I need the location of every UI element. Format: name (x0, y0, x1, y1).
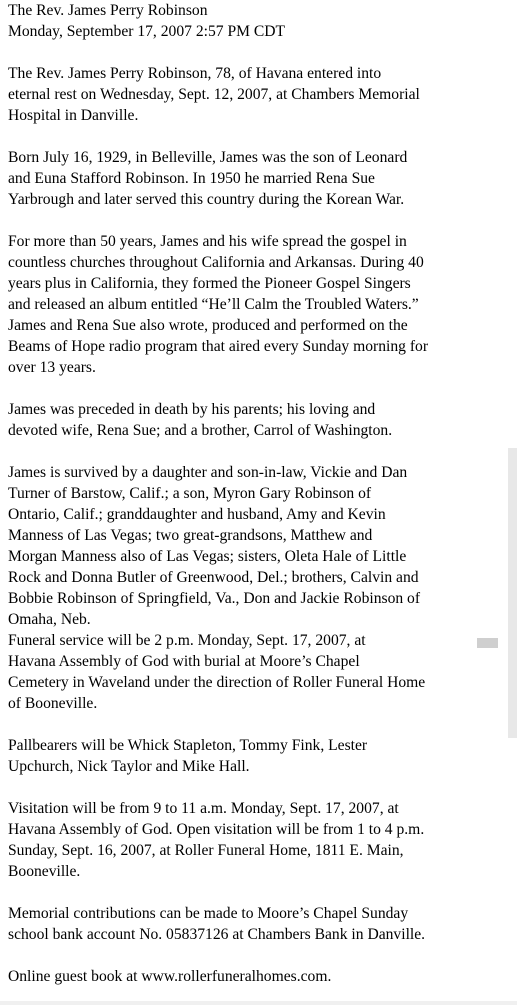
text-line: years plus in California, they formed the Pioneer Gospel Singers (8, 275, 411, 292)
text-line: Visitation will be from 9 to 11 a.m. Monday, Sept. 17, 2007, at (8, 800, 399, 817)
paragraph-pallbearers (8, 735, 513, 777)
text-line: Manness of Las Vegas; two great-grandsons, Matthew and (8, 527, 373, 544)
page-title: The Rev. James Perry Robinson (8, 2, 208, 19)
timestamp: Monday, September 17, 2007 2:57 PM CDT (8, 23, 286, 40)
guestbook-text[interactable]: Online guest book at www.rollerfuneralhomes.com. (8, 968, 332, 985)
text-line: Havana Assembly of God. Open visitation will be from 1 to 4 p.m. (8, 821, 425, 838)
text-line: school bank account No. 05837126 at Chambers Bank in Danville. (8, 926, 426, 943)
text-line: Havana Assembly of God with burial at Moore’s Chapel (8, 653, 360, 670)
text-line: James and Rena Sue also wrote, produced and performed on the (8, 317, 408, 334)
text-line: countless churches throughout California and Arkansas. During 40 (8, 254, 424, 271)
scrollbar[interactable] (508, 448, 517, 738)
paragraph-birth (8, 147, 513, 210)
paragraph-death-notice (8, 63, 513, 126)
text-line: of Booneville. (8, 695, 98, 712)
paragraph-guestbook (8, 966, 513, 987)
text-line: Memorial contributions can be made to Moore’s Chapel Sunday (8, 905, 409, 922)
text-line: Omaha, Neb. (8, 611, 91, 628)
text-line: Ontario, Calif.; granddaughter and husband, Amy and Kevin (8, 506, 386, 523)
text-line: and Euna Stafford Robinson. In 1950 he married Rena Sue (8, 170, 375, 187)
text-line: For more than 50 years, James and his wife spread the gospel in (8, 233, 407, 250)
text-line: Cemetery in Waveland under the direction of Roller Funeral Home (8, 674, 426, 691)
obituary-text (8, 0, 513, 987)
text-line: Pallbearers will be Whick Stapleton, Tommy Fink, Lester (8, 737, 368, 754)
text-line: Born July 16, 1929, in Belleville, James was the son of Leonard (8, 149, 408, 166)
text-line: and released an album entitled “He’ll Calm the Troubled Waters.” (8, 296, 419, 313)
scrollbar-thumb[interactable] (477, 638, 498, 648)
text-line: Booneville. (8, 863, 81, 880)
text-line: Funeral service will be 2 p.m. Monday, Sept. 17, 2007, at (8, 632, 366, 649)
bottom-divider (0, 1001, 517, 1005)
paragraph-preceded (8, 399, 513, 441)
text-line: Rock and Donna Butler of Greenwood, Del.; brothers, Calvin and (8, 569, 419, 586)
text-line: Sunday, Sept. 16, 2007, at Roller Funeral Home, 1811 E. Main, (8, 842, 404, 859)
text-line: Upchurch, Nick Taylor and Mike Hall. (8, 758, 250, 775)
text-line: Yarbrough and later served this country during the Korean War. (8, 191, 405, 208)
text-line: Bobbie Robinson of Springfield, Va., Don and Jackie Robinson of (8, 590, 421, 607)
text-line: devoted wife, Rena Sue; and a brother, Carrol of Washington. (8, 422, 393, 439)
text-line: Beams of Hope radio program that aired every Sunday morning for (8, 338, 429, 355)
text-line: Morgan Manness also of Las Vegas; sisters, Oleta Hale of Little (8, 548, 407, 565)
text-line: James is survived by a daughter and son-in-law, Vickie and Dan (8, 464, 408, 481)
paragraph-survived (8, 462, 513, 630)
paragraph-visitation (8, 798, 513, 882)
text-line: The Rev. James Perry Robinson, 78, of Havana entered into (8, 65, 382, 82)
paragraph-ministry (8, 231, 513, 378)
paragraph-funeral (8, 630, 513, 714)
text-line: Hospital in Danville. (8, 107, 139, 124)
text-line: Turner of Barstow, Calif.; a son, Myron Gary Robinson of (8, 485, 372, 502)
header-block (8, 0, 513, 42)
text-line: eternal rest on Wednesday, Sept. 12, 2007, at Chambers Memorial (8, 86, 420, 103)
text-line: James was preceded in death by his parents; his loving and (8, 401, 376, 418)
paragraph-memorial (8, 903, 513, 945)
text-line: over 13 years. (8, 359, 96, 376)
